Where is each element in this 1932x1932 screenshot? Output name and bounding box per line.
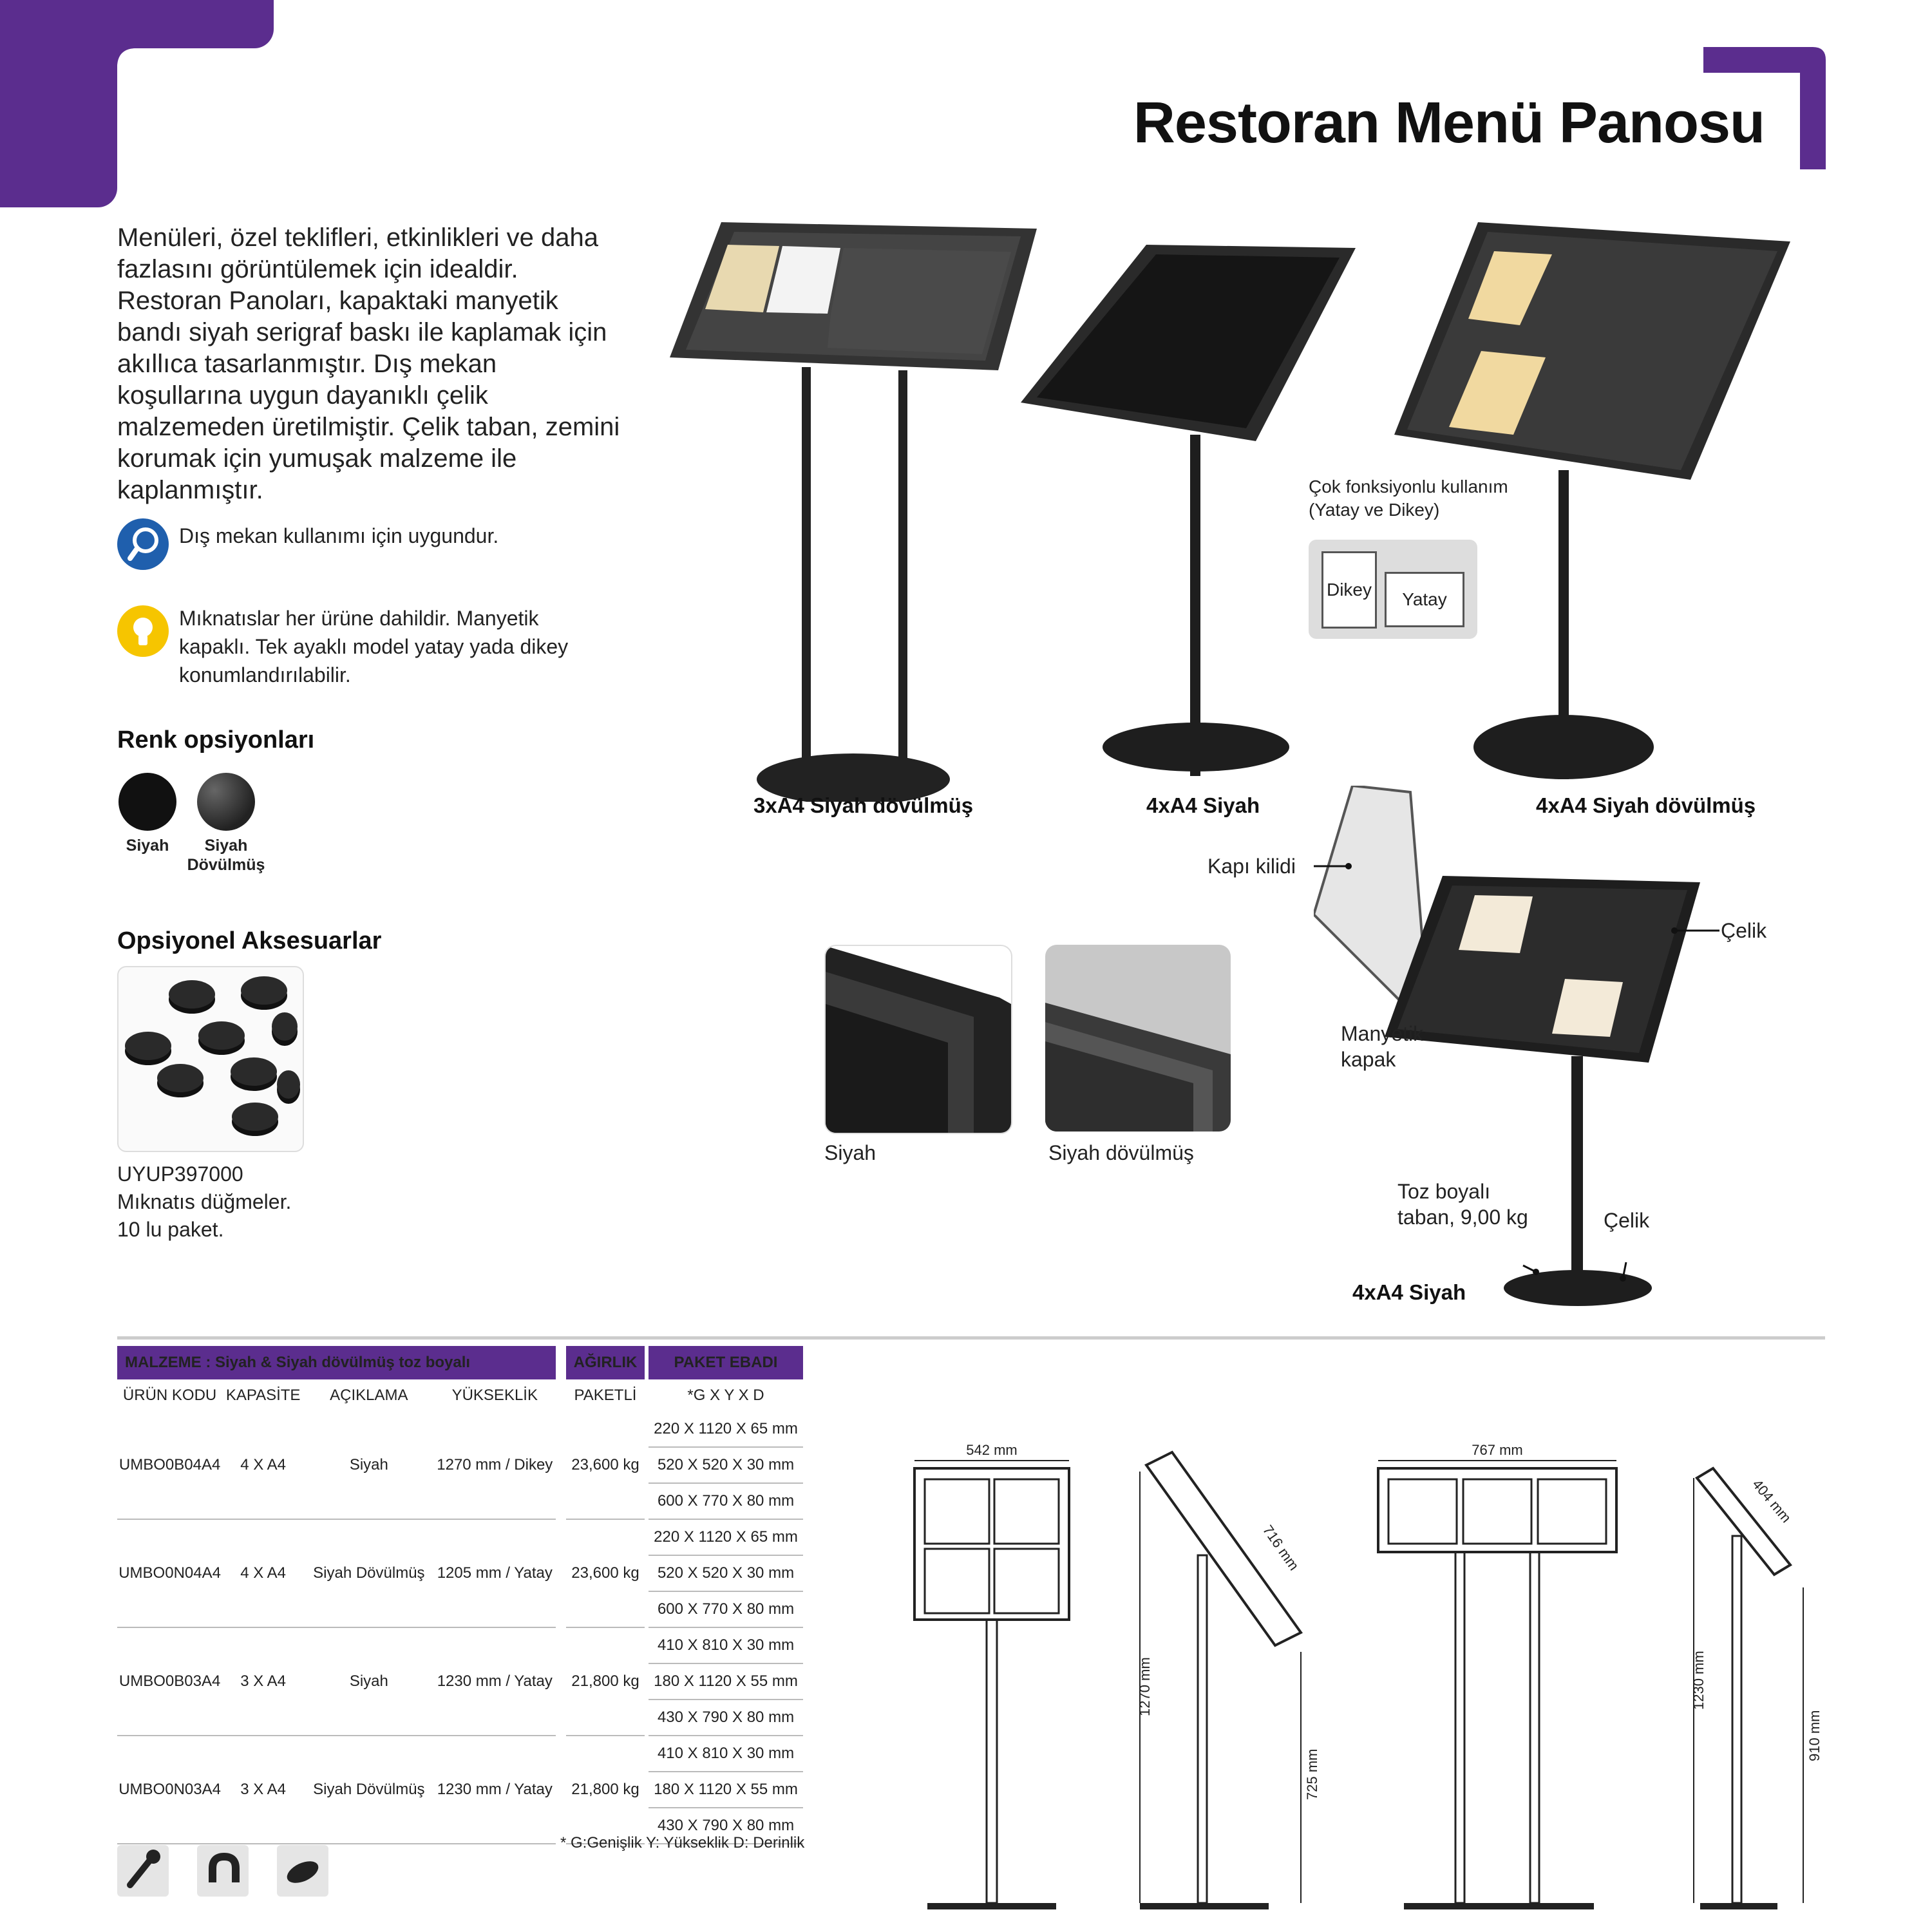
- accessory-code: UYUP397000: [117, 1162, 243, 1186]
- page-title: Restoran Menü Panosu: [1133, 91, 1765, 155]
- caption-3xa4-forged: 3xA4 Siyah dövülmüş: [753, 793, 974, 817]
- magnet-icon: [197, 1845, 249, 1897]
- material-header: MALZEME : Siyah & Siyah dövülmüş toz boyalı: [117, 1346, 556, 1379]
- caption-finish-forged: Siyah dövülmüş: [1048, 1141, 1194, 1164]
- drawing-side-4xa4: [1137, 1452, 1320, 1916]
- orientation-box: [1309, 540, 1477, 639]
- col-code: ÜRÜN KODU: [122, 1387, 217, 1404]
- accessory-info: [117, 1160, 291, 1244]
- table-row: [117, 1412, 803, 1447]
- cell-package-size: 600 X 770 X 80 mm: [649, 1591, 803, 1627]
- col-packed: PAKETLİ: [574, 1387, 637, 1404]
- drawing-side-3xa4: [1690, 1468, 1823, 1916]
- technical-drawings: [902, 1439, 1829, 1916]
- accessory-pack: 10 lu paket.: [117, 1218, 224, 1241]
- swatch-label-black: Siyah: [126, 837, 169, 855]
- caption-detail-product: 4xA4 Siyah: [1352, 1280, 1466, 1304]
- col-desc: AÇIKLAMA: [330, 1387, 408, 1404]
- product-4xa4-black: [1021, 245, 1356, 776]
- dikey-panel: Dikey: [1321, 551, 1377, 629]
- dim-d4-leg: 910 mm: [1806, 1710, 1823, 1761]
- cell-package-size: 220 X 1120 X 65 mm: [649, 1412, 803, 1447]
- accessories-heading: Opsiyonel Aksesuarlar: [117, 927, 382, 954]
- table-note: * G:Genişlik Y: Yükseklik D: Derinlik: [560, 1834, 805, 1852]
- col-capacity: KAPASİTE: [225, 1387, 301, 1404]
- cell-product-code: UMBO0B03A4: [117, 1627, 222, 1736]
- caption-4xa4-black: 4xA4 Siyah: [1146, 793, 1260, 817]
- cell-package-size: 180 X 1120 X 55 mm: [649, 1772, 803, 1808]
- cell-package-size: 430 X 790 X 80 mm: [649, 1808, 803, 1844]
- weight-header: AĞIRLIK: [566, 1346, 645, 1379]
- magnet-button-icon: [277, 1845, 328, 1897]
- cell-height: 1205 mm / Yatay: [434, 1519, 556, 1627]
- caption-4xa4-forged: 4xA4 Siyah dövülmüş: [1536, 793, 1756, 817]
- cell-package-size: 520 X 520 X 30 mm: [649, 1555, 803, 1591]
- cell-package-size: 520 X 520 X 30 mm: [649, 1447, 803, 1483]
- cell-weight: 21,800 kg: [566, 1627, 645, 1736]
- corner-cutout: [117, 48, 156, 87]
- cell-description: Siyah Dövülmüş: [304, 1519, 433, 1627]
- cell-capacity: 3 X A4: [222, 1627, 304, 1736]
- orientation-caption: Çok fonksiyonlu kullanım (Yatay ve Dikey): [1309, 477, 1508, 520]
- product-photos: [670, 222, 1816, 802]
- label-door-lock: Kapı kilidi: [1208, 855, 1296, 878]
- cell-capacity: 4 X A4: [222, 1519, 304, 1627]
- cell-package-size: 410 X 810 X 30 mm: [649, 1736, 803, 1772]
- product-3xa4-forged: [670, 222, 1037, 802]
- yatay-panel: Yatay: [1385, 572, 1464, 627]
- cell-product-code: UMBO0B04A4: [117, 1412, 222, 1519]
- cell-capacity: 3 X A4: [222, 1736, 304, 1844]
- col-height: YÜKSEKLİK: [451, 1387, 538, 1404]
- dim-d4-diag: 404 mm: [1749, 1476, 1795, 1526]
- cell-product-code: UMBO0N03A4: [117, 1736, 222, 1844]
- cell-description: Siyah: [304, 1627, 433, 1736]
- cell-description: Siyah: [304, 1412, 433, 1519]
- cell-height: 1230 mm / Yatay: [434, 1736, 556, 1844]
- section-divider: [117, 1336, 1825, 1340]
- intro-paragraph: Menüleri, özel teklifleri, etkinlikleri ve daha fazlasını görüntülemek için idealdir. Restoran Panoları, kapaktaki manyetik bandı siyah serigraf baskı ile kaplamak için akıllıca tasarlanmıştır. Dış mekan koşullarına uygun dayanıklı çelik malzemeden üretilmiştir. Çelik taban, zemini korumak için yumuşak malzeme ile kaplanmıştır.: [117, 223, 620, 504]
- label-steel-bottom: Çelik: [1604, 1209, 1650, 1232]
- table-row: [117, 1627, 803, 1663]
- table-row: [117, 1519, 803, 1555]
- outdoor-icon: [117, 518, 169, 570]
- package-header: PAKET EBADI: [649, 1346, 803, 1379]
- dim-d2-leg: 725 mm: [1304, 1748, 1320, 1800]
- label-steel-top: Çelik: [1721, 919, 1767, 942]
- cell-product-code: UMBO0N04A4: [117, 1519, 222, 1627]
- caption-finish-black: Siyah: [824, 1141, 876, 1164]
- dim-d4-height: 1230 mm: [1690, 1651, 1707, 1710]
- swatch-black: [118, 773, 176, 831]
- label-magnetic-cover: Manyetik kapak: [1341, 1022, 1424, 1071]
- cell-package-size: 430 X 790 X 80 mm: [649, 1700, 803, 1736]
- cell-package-size: 600 X 770 X 80 mm: [649, 1483, 803, 1519]
- cell-height: 1270 mm / Dikey: [434, 1412, 556, 1519]
- feature-magnets: Mıknatıslar her ürüne dahildir. Manyetik kapaklı. Tek ayaklı model yatay yada dikey konumlandırılabilir.: [179, 607, 569, 687]
- magnet-buttons-image: [117, 966, 304, 1152]
- screw-icon: [117, 1845, 169, 1897]
- finish-black-image: [824, 945, 1012, 1134]
- cell-weight: 23,600 kg: [566, 1519, 645, 1627]
- cell-height: 1230 mm / Yatay: [434, 1627, 556, 1736]
- feature-outdoor: Dış mekan kullanımı için uygundur.: [179, 524, 499, 547]
- swatch-label-forged: Siyah Dövülmüş: [187, 837, 265, 874]
- accessory-desc: Mıknatıs düğmeler.: [117, 1190, 292, 1213]
- cell-weight: 21,800 kg: [566, 1736, 645, 1844]
- swatch-forged-black: [197, 773, 255, 831]
- cell-package-size: 410 X 810 X 30 mm: [649, 1627, 803, 1663]
- drawing-front-4xa4: [914, 1442, 1069, 1916]
- color-options-heading: Renk opsiyonları: [117, 726, 315, 753]
- cell-package-size: 220 X 1120 X 65 mm: [649, 1519, 803, 1555]
- dim-d2-height: 1270 mm: [1137, 1657, 1153, 1716]
- cell-package-size: 180 X 1120 X 55 mm: [649, 1663, 803, 1700]
- col-gxyxd: *G X Y X D: [687, 1387, 764, 1404]
- spec-table: [117, 1346, 803, 1844]
- lightbulb-icon: [117, 605, 169, 657]
- drawing-front-3xa4: [1378, 1442, 1616, 1916]
- cell-weight: 23,600 kg: [566, 1412, 645, 1519]
- dim-d3-width: 767 mm: [1472, 1442, 1523, 1458]
- cell-description: Siyah Dövülmüş: [304, 1736, 433, 1844]
- corner-decoration-top: [0, 0, 274, 48]
- label-powder-base: Toz boyalı taban, 9,00 kg: [1397, 1180, 1528, 1229]
- table-row: [117, 1736, 803, 1772]
- finish-forged-image: [1045, 945, 1231, 1132]
- cell-capacity: 4 X A4: [222, 1412, 304, 1519]
- dim-d1-width: 542 mm: [966, 1442, 1018, 1458]
- dim-d2-diag: 716 mm: [1259, 1522, 1302, 1573]
